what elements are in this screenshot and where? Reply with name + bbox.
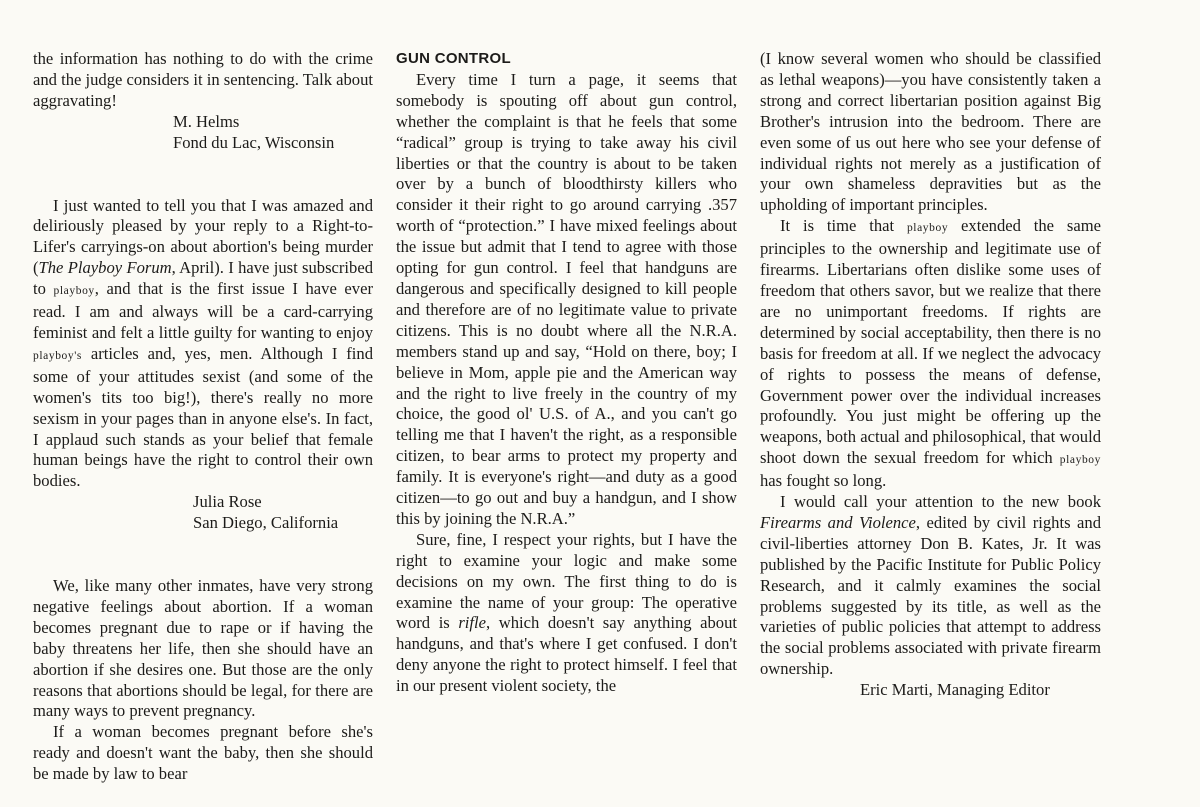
- text-run: extended the same principles to the ownership and legitimate use of firearms. Libertarians often dislike some uses of freedom that others savor, but we realize that there are no unimportant freedoms. If rights are determined by social acceptability, then there is no basis for freedom at all. If we neglect the advocacy of rights to possess the means of defense, Government power over the individual increases profoundly. You just might be offering up the weapons, both actual and philosophical, that would shoot down the sexual freedom for which: [760, 216, 1101, 468]
- text-run: I would call your attention to the new book: [780, 492, 1101, 512]
- italic-title: Firearms and Violence: [760, 512, 916, 532]
- section-heading: GUN CONTROL: [396, 50, 511, 67]
- letter-signature: Eric Marti, Managing Editor: [860, 680, 1050, 700]
- letter-text: (I know several women who should be classified as lethal weapons)—you have consistently taken a strong and correct libertarian position against Big Brother's intrusion into the bedroom. There are even some of us out here who see your defense of individual rights not merely as a justification of your own shameless depravities but as the upholding of important principles.: [760, 49, 1101, 215]
- text-run: , April). I have just subscribed to: [33, 258, 373, 299]
- small-caps-name: playboy's: [33, 349, 82, 362]
- text-run: , edited by civil rights and civil-liberties attorney Don B. Kates, Jr. It was published by the Pacific Institute for Public Policy Research, and it calmly examines the social problems suggested by its title, as well as the varieties of public policies that attempt to address the social problems associated with private firearm ownership.: [760, 512, 1101, 679]
- text-run: , and that is the first issue I have ever read. I am and always will be a card-carrying feminist and felt a little guilty for wanting to enjoy: [33, 279, 373, 342]
- small-caps-name: playboy: [53, 285, 95, 298]
- letter-text: [33, 196, 373, 493]
- letter-text: Every time I turn a page, it seems that somebody is spouting off about gun control, whether the complaint is that he feels that some “radical” group is trying to take away his civil liberties or that the country is about to be taken over by a bunch of bloodthirsty killers who consider it their right to go around carrying .357 worth of “protection.” I have mixed feelings about the issue but admit that I tend to agree with those opting for gun control. I feel that handguns are dangerous and specifically designed to kill people and therefore are of no legitimate value to private citizens. This is no doubt where all the N.R.A. members stand up and say, “Hold on there, boy; I believe in Mom, apple pie and the American way and the right to live freely in the country of my choice, the good ol' U.S. of A., and you can't go telling me that I haven't the right, as a responsible citizen, to bear arms to protect my property and family. It is everyone's right—and duty as a good citizen—to go out and buy a handgun, and I show this by joining the N.R.A.”: [396, 69, 737, 528]
- small-caps-name: playboy: [1059, 454, 1101, 467]
- column-right: [760, 49, 1101, 701]
- letter-text: [396, 530, 737, 697]
- letter-text: [760, 216, 1101, 492]
- text-run: It is time that: [780, 216, 907, 236]
- letter-signature-name: M. Helms: [173, 111, 240, 131]
- text-run: articles and, yes, men. Although I find some of your attitudes sexist (and some of the women's tits too big!), there's really no more sexism in your pages than in anyone else's. In fact, I applaud such stands as your belief that female human beings have the right to control their own bodies.: [33, 343, 373, 491]
- small-caps-name: playboy: [906, 222, 949, 235]
- letter-text: If a woman becomes pregnant before she's ready and doesn't want the baby, then she should be made by law to bear: [33, 722, 373, 784]
- text-run: I just wanted to tell you that I was amazed and deliriously pleased by your reply to a Right-to-Lifer's carryings-on about abortion's being murder (: [33, 195, 373, 278]
- letter-spacer: [33, 534, 373, 576]
- letter-signature-place: San Diego, California: [193, 513, 339, 533]
- text-run: Sure, fine, I respect your rights, but I have the right to examine your logic and make some decisions on my own. The first thing to do is examine the name of your group: The operative word is: [396, 529, 737, 633]
- italic-word: rifle: [458, 613, 486, 633]
- column-left: [33, 49, 373, 785]
- letter-text: [760, 492, 1101, 680]
- letter-text: the information has nothing to do with the crime and the judge considers it in sentencing. Talk about aggravating!: [33, 49, 374, 110]
- letter-text: We, like many other inmates, have very strong negative feelings about abortion. If a woman becomes pregnant due to rape or if having the baby threatens her life, then she should have an abortion if she desires one. But those are the only reasons that abortions should be legal, for there are many ways to prevent pregnancy.: [33, 576, 373, 721]
- column-middle: [396, 49, 737, 697]
- text-run: has fought so long.: [760, 471, 887, 491]
- letter-signature-place: Fond du Lac, Wisconsin: [173, 132, 335, 152]
- letter-signature-name: Julia Rose: [193, 492, 262, 512]
- text-run: , which doesn't say anything about handguns, and that's where I get confused. I don't deny anyone the right to protect himself. I feel that in our present violent society, the: [396, 613, 737, 696]
- italic-title: The Playboy Forum: [38, 258, 172, 278]
- letter-spacer: [33, 154, 373, 196]
